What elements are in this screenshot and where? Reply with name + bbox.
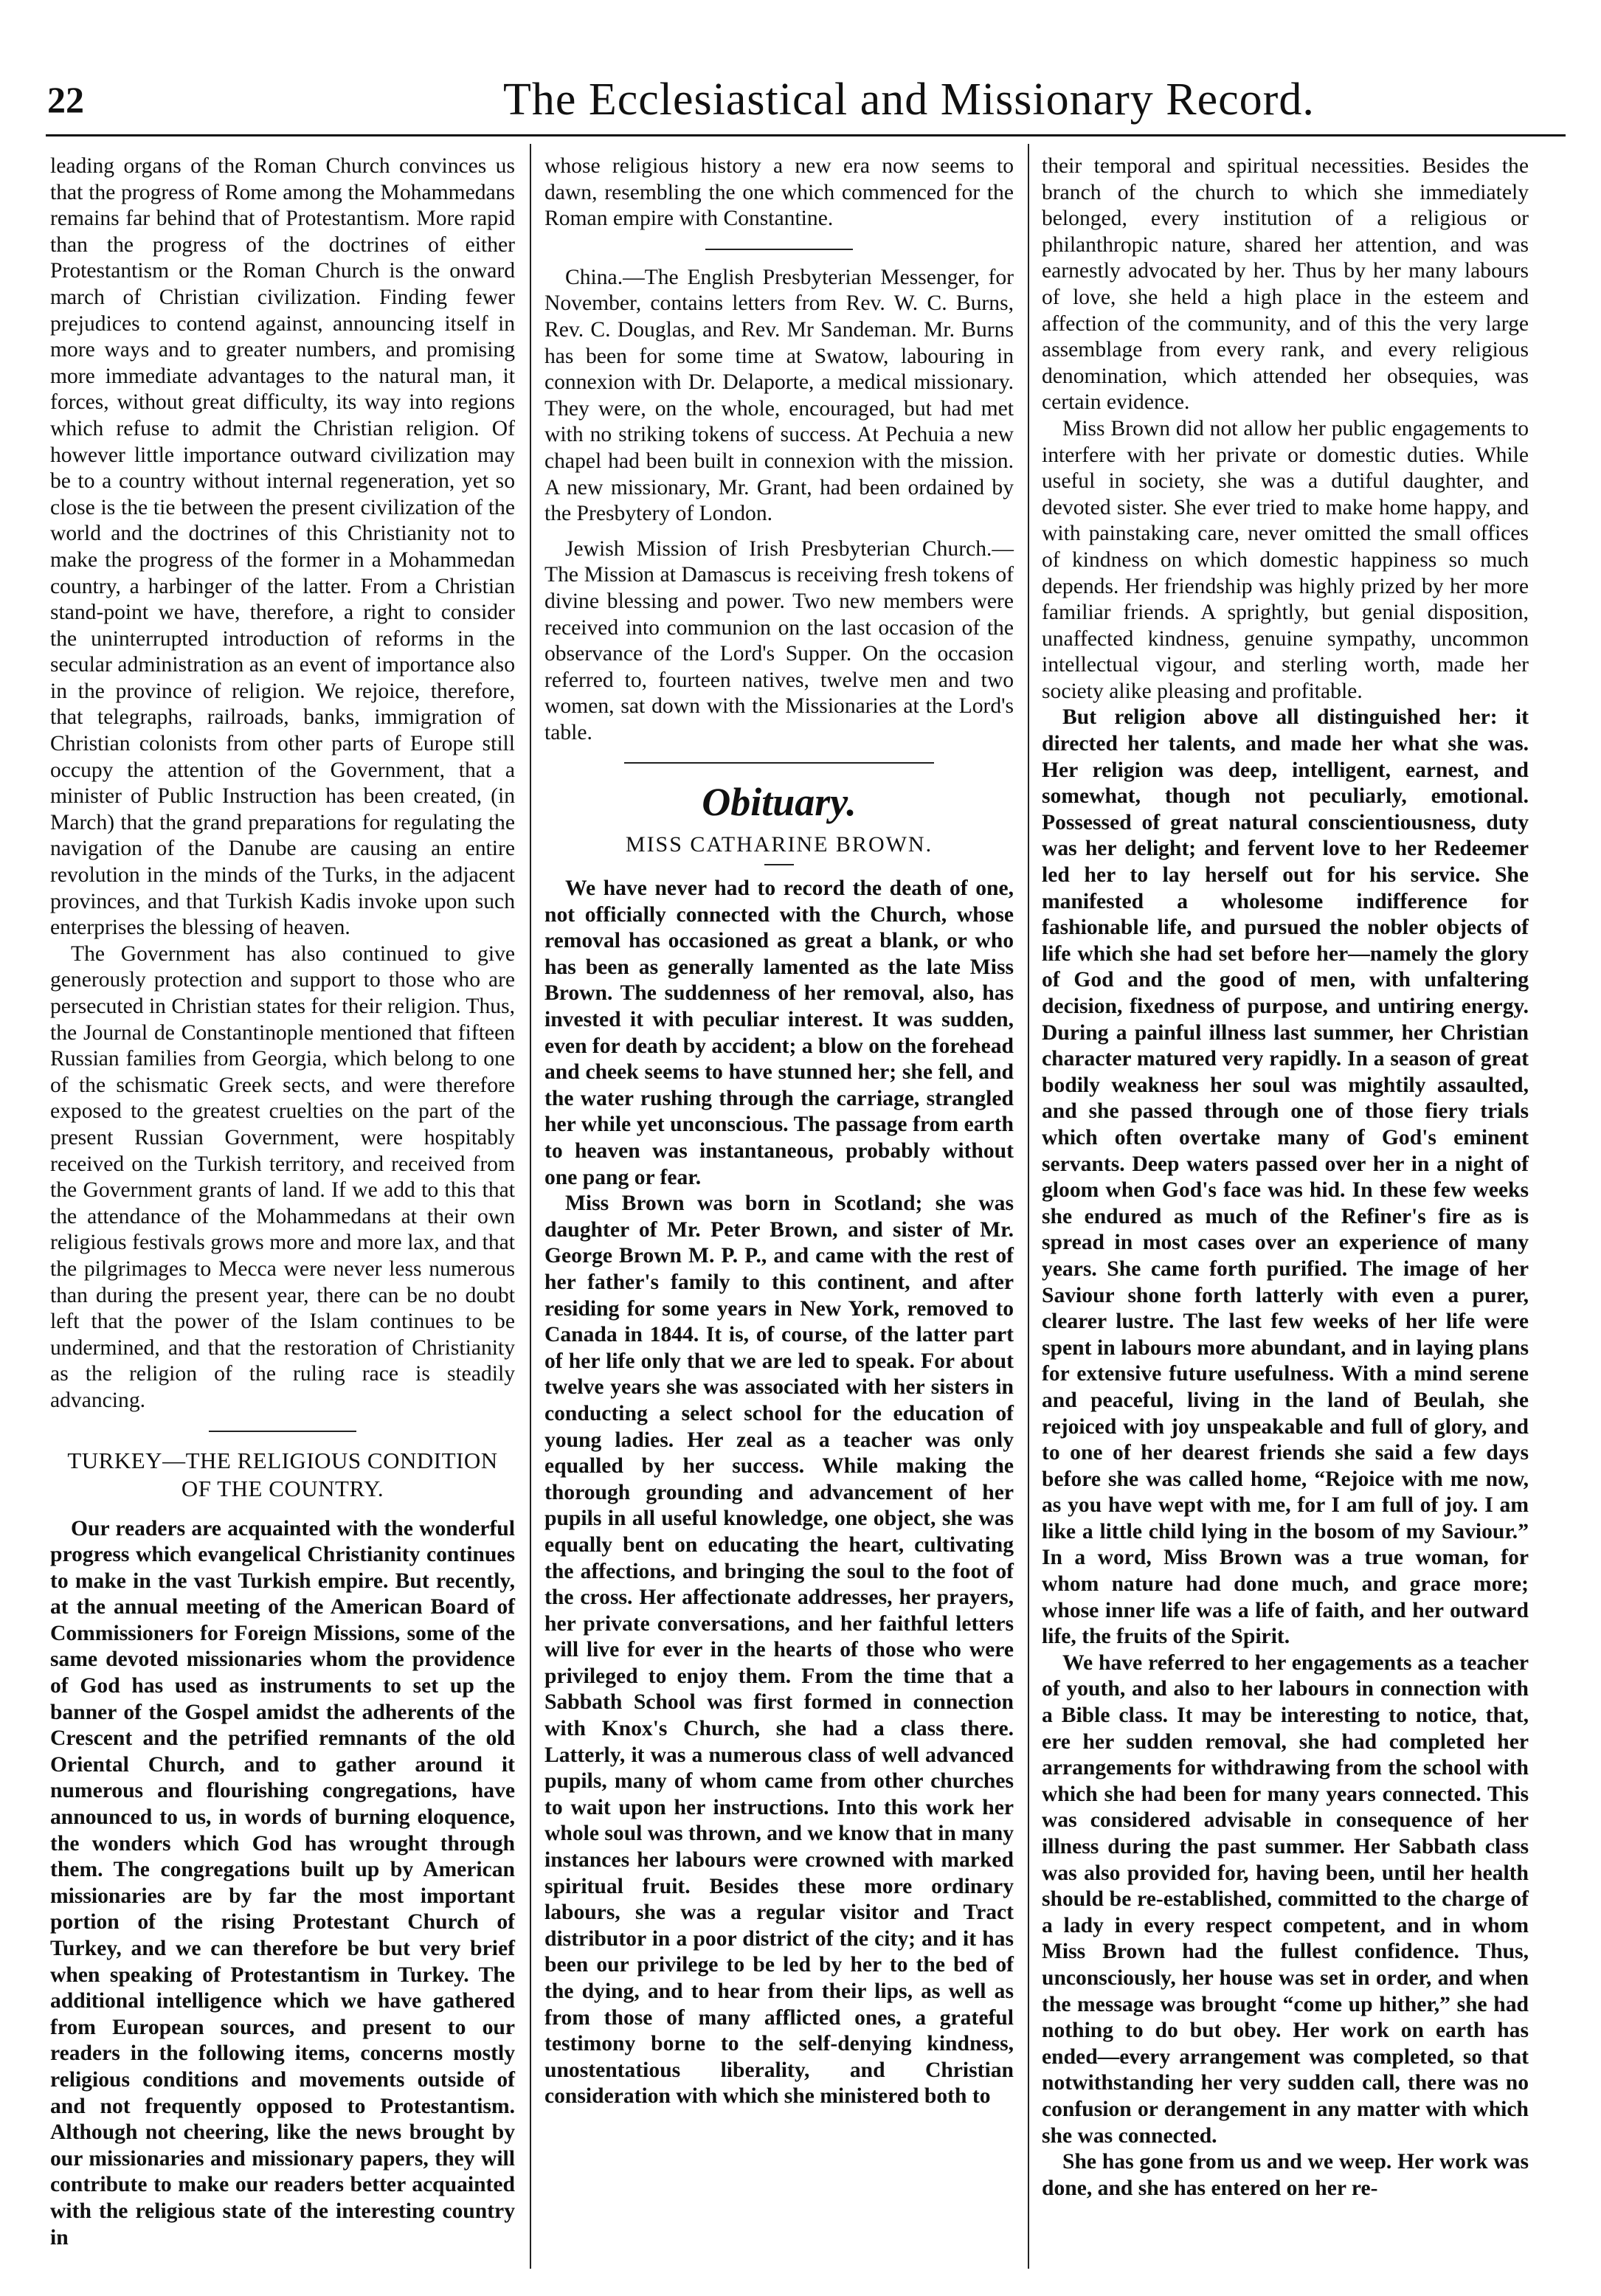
obituary-heading: Obituary. [702,780,857,825]
page-number: 22 [47,79,84,120]
separator-rule [209,1431,356,1432]
obituary-body [544,876,1014,2110]
obituary-subject: MISS CATHARINE BROWN. [625,832,933,857]
column-right [1042,153,1529,2202]
header-rule [46,134,1566,136]
column-divider [1028,144,1029,2269]
separator-rule [764,864,794,865]
paragraph: their temporal and spiritual necessities. Besides the branch of the church to which she immediately belonged, every institution of a religious or philanthropic nature, shared her attention, and was earnestly advocated by her. Thus by her many labours of love, she held a high place in the esteem and affection of the community, and of this the very large assemblage from every rank, and every religious denomination, which attended her obsequies, was certain evidence. [1042,154,1529,415]
paragraph: But religion above all distinguished her: it directed her talents, and made her what she was. Her religion was deep, intelligent, earnest, and somewhat, though not peculiarly, emotional. Possessed of great natural conscientiousness, duty was her delight; and fervent love to her Redeemer led her to lay herself out for his service. She manifested a wholesome indifference for fashionable life, and pursued the nobler objects of life which she had set before her—namely the glory of God and the good of men, with unfaltering decision, fixedness of purpose, and untiring energy. During a painful illness last summer, her Christian character matured very rapidly. In a season of great bodily weakness her soul was mightily assaulted, and she passed through one of those fiery trials which often overtake many of God's eminent servants. Deep waters passed over her in a night of gloom when God's face was hid. In these few weeks she endured as much of the Refiner's fire as is spread in most cases over an experience of many years. She came forth purified. The image of her Saviour shone forth latterly with even a purer, clearer lustre. The last few weeks of her life were spent in labours more abundant, and in laying plans for extensive future usefulness. With a mind serene and peaceful, living in the land of Beulah, she rejoiced with joy unspeakable and full of glory, and to one of her dearest friends she said a few days before she was called home, “Rejoice with me now, as you have wept with me, for I am full of joy. I am like a little child lying in the bosom of my Saviour.” In a word, Miss Brown was a true woman, for whom nature had done much, and grace more; whose inner life was a life of faith, and her outward life, the fruits of the Spirit. [1042,705,1529,1649]
paragraph: Miss Brown was born in Scotland; she was daughter of Mr. Peter Brown, and sister of Mr. George Brown M. P. P., and came with the rest of her father's family to this continent, and after residing for some years in New York, removed to Canada in 1844. It is, of course, of the latter part of her life only that we are led to speak. For about twelve years she was associated with her sisters in conducting a select school for the education of young ladies. Her zeal as a teacher was only equalled by her success. While making the thorough grounding and advancement of her pupils in all useful knowledge, one object, she was equally bent on educating the heart, cultivating the affections, and bringing the soul to the foot of the cross. Her affectionate addresses, her prayers, her private conversations, and her faithful letters will live for ever in the hearts of those who were privileged to enjoy them. From the time that a Sabbath School was first formed in connection with Knox's Church, she had a class there. Latterly, it was a numerous class of well advanced pupils, many of whom came from other churches to wait upon her instructions. Into this work her whole soul was thrown, and we know that in many instances her labours were crowned with marked spiritual fruit. Besides these more ordinary labours, she was a regular visitor and Tract distributor in a poor district of the city; and it has been our privilege to be led by her to the bed of the dying, and to hear from their lips, as well as from those of many afflicted ones, a grateful testimony borne to the self-denying kindness, unostentatious liberality, and Christian consideration with which she ministered both to [544,1192,1014,2109]
paragraph: Jewish Mission of Irish Presbyterian Church.—The Mission at Damascus is receiving fresh tokens of divine blessing and power. Two new members were received into communion on the last occasion of the observance of the Lord's Supper. On the occasion referred to, fourteen natives, twelve men and two women, sat down with the Missionaries at the Lord's table. [544,536,1014,744]
paragraph: We have never had to record the death of one, not officially connected with the Church, whose removal has occasioned as great a blank, or who has been as generally lamented as the late Miss Brown. The suddenness of her removal, also, has invested it with peculiar interest. It was sudden, even for death by accident; a blow on the forehead and cheek seems to have stunned her; she fell, and the water rushing through the carriage, strangled her while yet unconscious. The passage from earth to heaven was instantaneous, probably without one pang or fear. [544,876,1014,1189]
separator-rule [705,249,853,250]
paragraph: Miss Brown did not allow her public engagements to interfere with her private or domestic duties. While useful in society, she was a dutiful daughter, and devoted sister. She ever tried to make home happy, and with painstaking care, never omitted the small offices of kindness on which domestic happiness so much depends. Her friendship was highly prized by her more familiar friends. A sprightly, but genial disposition, unaffected kindness, genuine sympathy, uncommon intellectual vigour, and sterling worth, made her society alike pleasing and profitable. [1042,416,1529,703]
paragraph: whose religious history a new era now seems to dawn, resembling the one which commenced for the Roman empire with Constantine. [544,154,1014,231]
column-left [50,153,515,2251]
paragraph: She has gone from us and we weep. Her work was done, and she has entered on her re- [1042,2150,1529,2200]
page-header [46,74,1566,133]
paragraph: Our readers are acquainted with the wonderful progress which evangelical Christianity continues to make in the vast Turkish empire. But recently, at the annual meeting of the American Board of Commissioners for Foreign Missions, some of the same devoted missionaries whom the providence of God has used as instruments to set up the banner of the Gospel amidst the adherents of the Crescent and the petrified remnants of the old Oriental Church, and to gather around it numerous and flourishing congregations, have announced to us, in words of burning eloquence, the wonders which God has wrought through them. The congregations built up by American missionaries are by far the most important portion of the rising Protestant Church of Turkey, and we can therefore be but very brief when speaking of Protestantism in Turkey. The additional intelligence which we have gathered from European sources, and present to our readers in the following items, concerns mostly religious conditions and movements outside of and not frequently opposed to Protestantism. Although not cheering, like the news brought by our missionaries and missionary papers, they will contribute to make our readers better acquainted with the religious state of the interesting country in [50,1516,515,2250]
obituary-body-continued [1042,705,1529,2202]
paragraph: The Government has also continued to give generously protection and support to those who are persecuted in Christian states for their religion. Thus, the Journal de Constantinople mentioned that fifteen Russian families from Georgia, which belong to one of the schismatic Greek sects, and were therefore exposed to the greatest cruelties on the part of the present Russian Government, were hospitably received on the Turkish territory, and received from the Government grants of land. If we add to this that the attendance of the Mohammedans at their own religious festivals grows more and more lax, and that the pilgrimages to Mecca were never less numerous than during the present year, there can be no doubt left that the power of the Islam continues to be undermined, and that the restoration of Christianity as the religion of the ruling race is steadily advancing. [50,941,515,1412]
article-body [50,1516,515,2252]
paragraph: We have referred to her engagements as a teacher of youth, and also to her labours in connection with a Bible class. It may be interesting to notice, that, ere her sudden removal, she had completed her arrangements for withdrawing from the school with which she had been for many years connected. This was considered advisable in consequence of her illness during the past summer. Her Sabbath class was also provided for, having been, until her health should be re-established, committed to the charge of a lady in every respect competent, and in whom Miss Brown had the fullest confidence. Thus, unconsciously, her house was set in order, and when the message was brought “come up hither,” she had nothing to do but obey. Her work on earth has ended—every arrangement was completed, so that notwithstanding her very sudden call, there was no confusion or derangement in any matter with which she was connected. [1042,1650,1529,2148]
column-divider [530,144,531,2269]
running-title: The Ecclesiastical and Missionary Record. [503,75,1315,125]
article-heading: TURKEY—THE RELIGIOUS CONDITION OF THE COUNTRY. [67,1447,498,1501]
paragraph: leading organs of the Roman Church convinces us that the progress of Rome among the Mohammedans remains far behind that of Protestantism. More rapid than the progress of the doctrines of either Protestantism or the Roman Church is the onward march of Christian civilization. Finding fewer prejudices to contend against, announcing itself in more ways and to greater numbers, and promising more immediate advantages to the natural man, it forces, without great difficulty, its way into regions which refuse to admit the Christian religion. Of however little importance outward civilization may be to a country without internal regeneration, yet so close is the tie between the present civilization of the world and the doctrines of this Christianity not to make the progress of the former in a Mohammedan country, a harbinger of the latter. From a Christian stand-point we have, therefore, a right to consider the uninterrupted introduction of reforms in the secular administration as an event of importance also in the province of religion. We rejoice, therefore, that telegraphs, railroads, banks, immigration of Christian colonists from other parts of Europe still occupy the attention of the Government, that a minister of Public Instruction has been created, (in March) that the grand preparations for regulating the navigation of the Danube are causing an entire revolution in the minds of the Turks, in the adjacent provinces, and that Turkish Kadis invoke upon such enterprises the blessing of heaven. [50,154,515,940]
separator-rule [624,762,934,764]
paragraph: China.—The English Presbyterian Messenger, for November, contains letters from Rev. W. C. Burns, Rev. C. Douglas, and Rev. Mr Sandeman. Mr. Burns has been for some time at Swatow, labouring in connexion with Dr. Delaporte, a medical missionary. They were, on the whole, encouraged, but had met with no striking tokens of success. At Pechuia a new chapel had been built in connexion with the mission. A new missionary, Mr. Grant, had been ordained by the Presbytery of London. [544,265,1014,526]
column-middle [544,153,1014,2110]
